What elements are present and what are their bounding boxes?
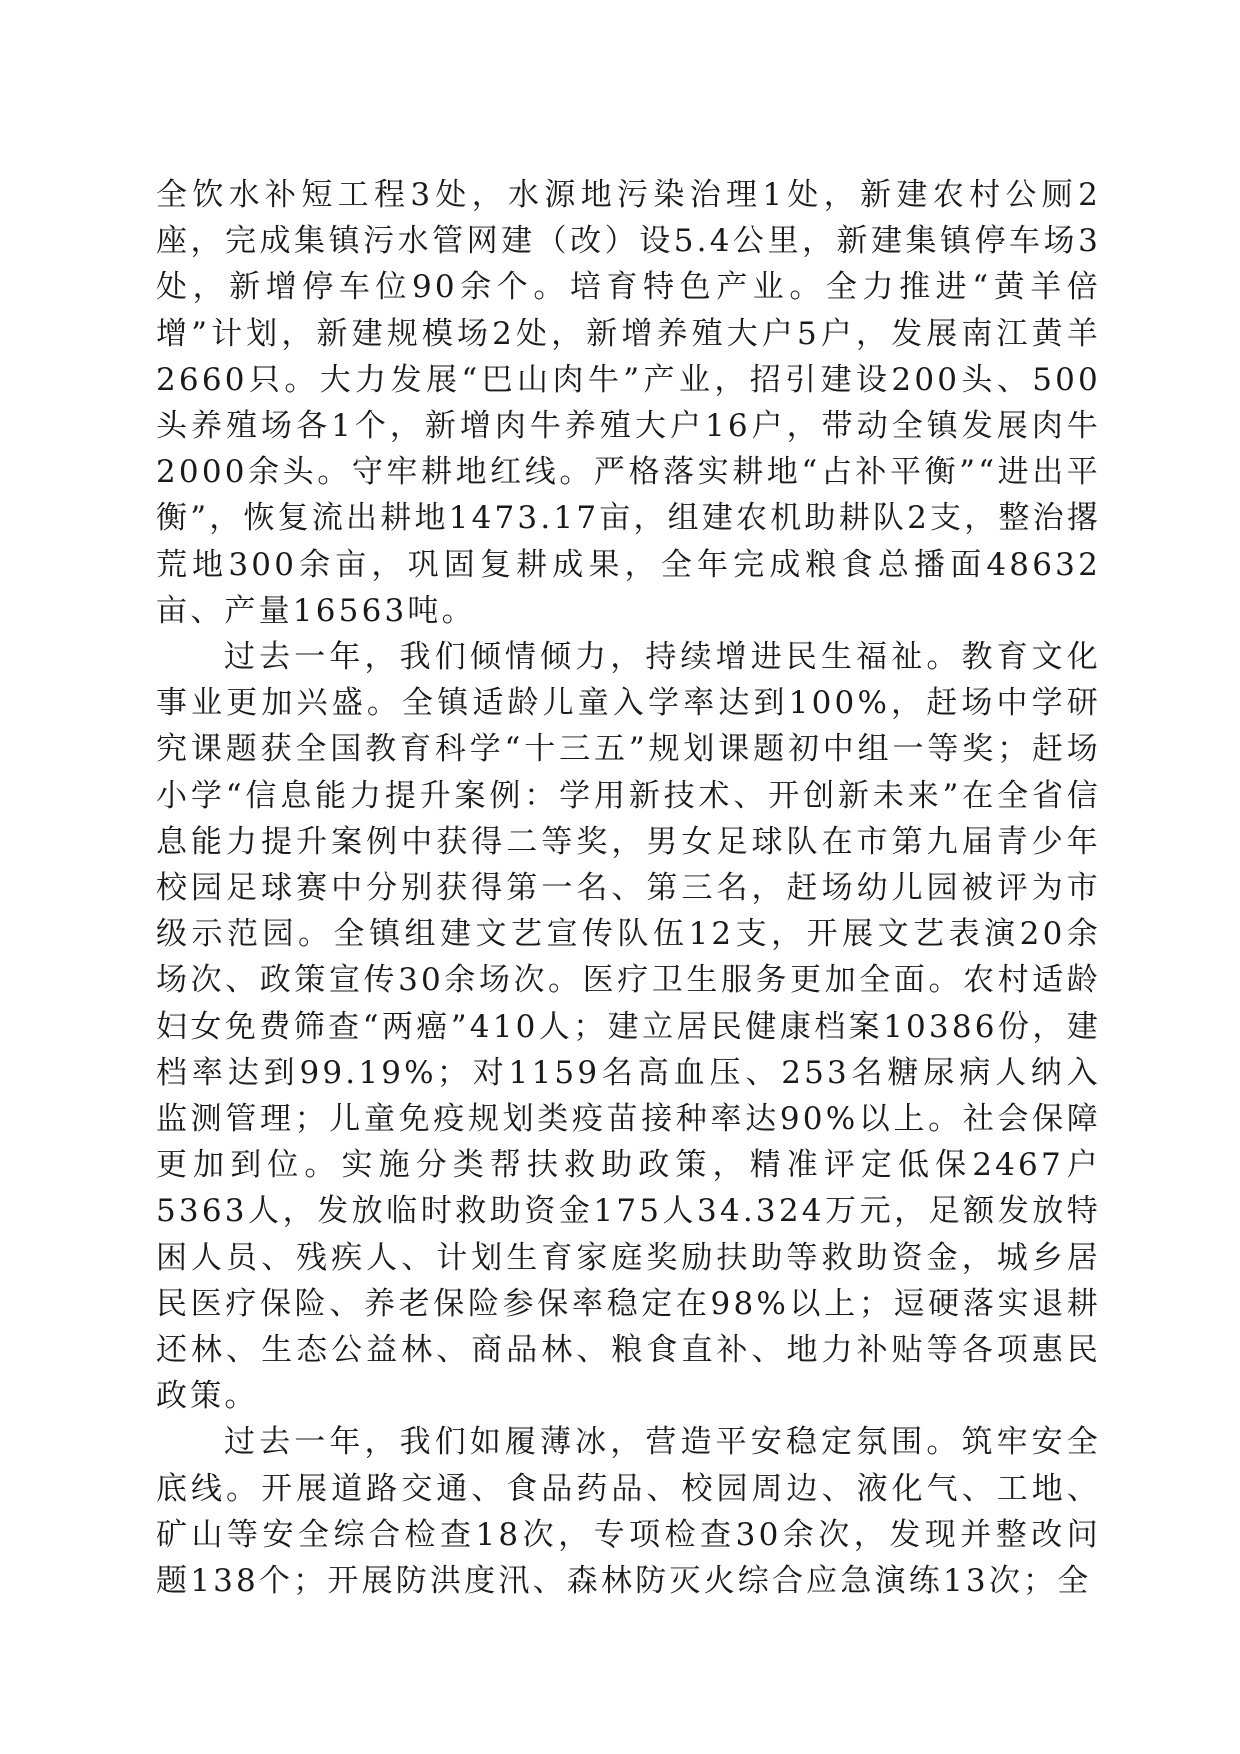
- paragraph-continuation: 全饮水补短工程3处，水源地污染治理1处，新建农村公厕2座，完成集镇污水管网建（改）设5.4公里，新建集镇停车场3处，新增停车位90余个。培育特色产业。全力推进“黄羊倍增”计划，新建规模场2处，新增养殖大户5户，发展南江黄羊2660只。大力发展“巴山肉牛”产业，招引建设200头、500头养殖场各1个，新增肉牛养殖大户16户，带动全镇发展肉牛2000余头。守牢耕地红线。严格落实耕地“占补平衡”“进出平衡”，恢复流出耕地1473.17亩，组建农机助耕队2支，整治撂荒地300余亩，巩固复耕成果，全年完成粮食总播面48632亩、产量16563吨。: [156, 177, 1101, 629]
- body-text: [156, 172, 1101, 1604]
- paragraph-livelihood: 过去一年，我们倾情倾力，持续增进民生福祉。教育文化事业更加兴盛。全镇适龄儿童入学率达到100%，赶场中学研究课题获全国教育科学“十三五”规划课题初中组一等奖；赶场小学“信息能力提升案例：学用新技术、开创新未来”在全省信息能力提升案例中获得二等奖，男女足球队在市第九届青少年校园足球赛中分别获得第一名、第三名，赶场幼儿园被评为市级示范园。全镇组建文艺宣传队伍12支，开展文艺表演20余场次、政策宣传30余场次。医疗卫生服务更加全面。农村适龄妇女免费筛查“两癌”410人；建立居民健康档案10386份，建档率达到99.19%；对1159名高血压、253名糖尿病人纳入监测管理；儿童免疫规划类疫苗接种率达90%以上。社会保障更加到位。实施分类帮扶救助政策，精准评定低保2467户5363人，发放临时救助资金175人34.324万元，足额发放特困人员、残疾人、计划生育家庭奖励扶助等救助资金，城乡居民医疗保险、养老保险参保率稳定在98%以上；逗硬落实退耕还林、生态公益林、商品林、粮食直补、地力补贴等各项惠民政策。: [156, 639, 1101, 1415]
- paragraph-safety: 过去一年，我们如履薄冰，营造平安稳定氛围。筑牢安全底线。开展道路交通、食品药品、校园周边、液化气、工地、矿山等安全综合检查18次，专项检查30余次，发现并整改问题138个；开展防洪度汛、森林防灭火综合应急演练13次；全: [156, 1424, 1101, 1600]
